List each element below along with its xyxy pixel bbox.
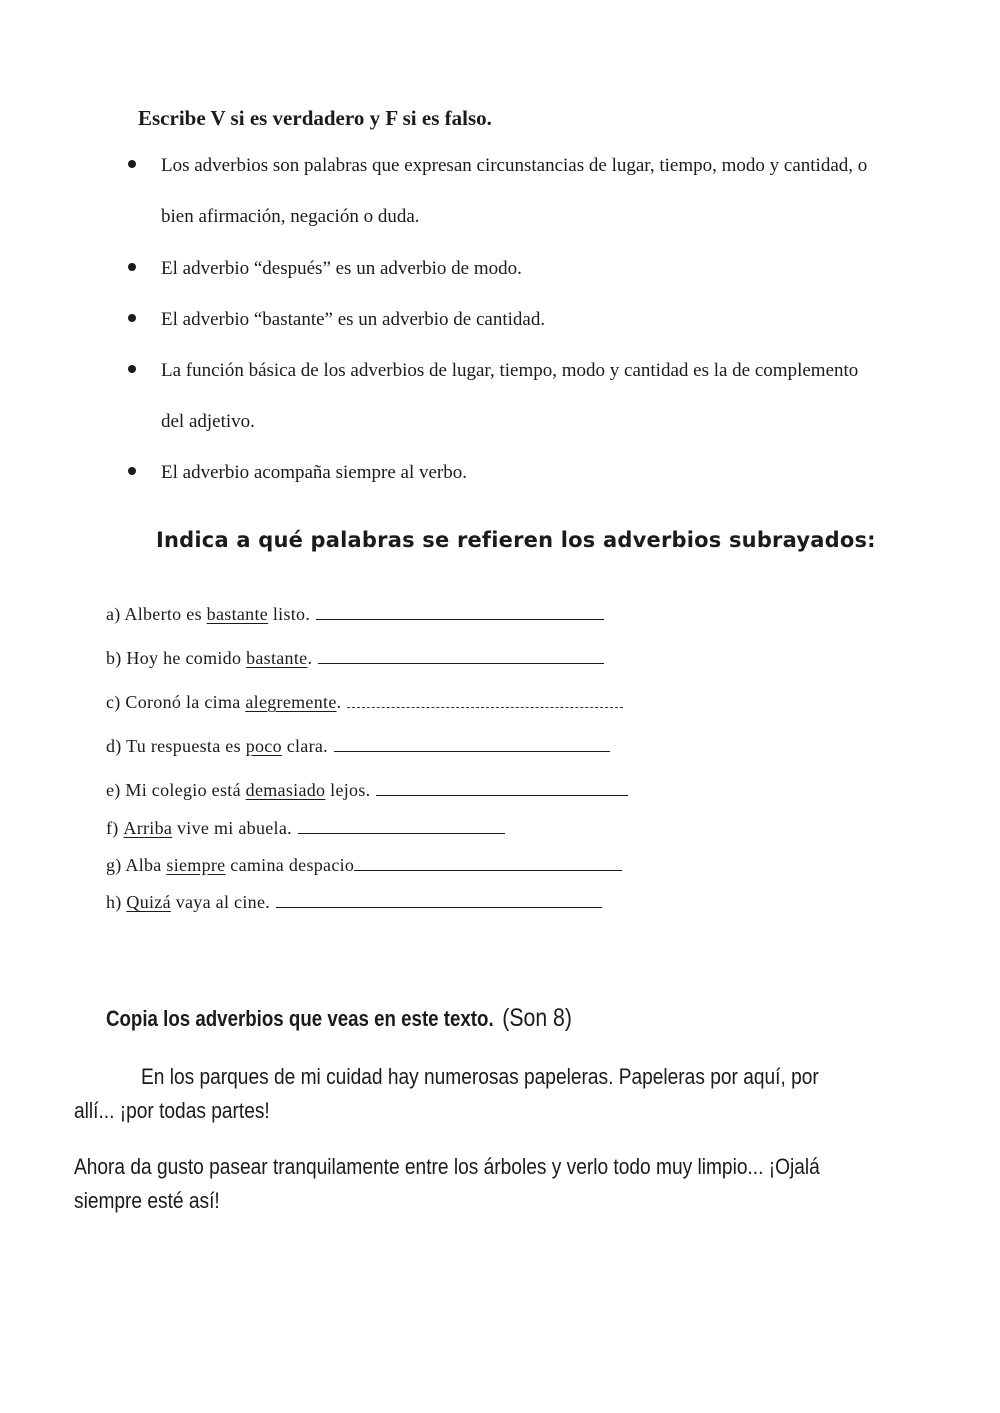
- statement-text: Los adverbios son palabras que expresan circunstancias de lugar, tiempo, modo y cantidad, o bien afirmación, negación o duda.: [161, 155, 868, 227]
- text-paragraph-2: [74, 1150, 857, 1218]
- true-false-item: [128, 243, 888, 294]
- underlined-adverb: Arriba: [123, 818, 173, 838]
- answer-blank[interactable]: [376, 794, 628, 796]
- exercise-line: [106, 818, 505, 839]
- answer-blank[interactable]: [318, 662, 604, 664]
- exercise-suffix: vive mi abuela.: [172, 818, 292, 838]
- underlined-adverb: siempre: [166, 855, 226, 875]
- true-false-item: [128, 447, 888, 498]
- true-false-item: [128, 345, 863, 447]
- answer-blank[interactable]: [334, 750, 610, 752]
- adverb-count-note: (Son 8): [502, 1004, 572, 1032]
- section-1-title: Escribe V si es verdadero y F si es falso.: [138, 106, 492, 130]
- underlined-adverb: poco: [245, 736, 282, 756]
- bullet-icon: [128, 263, 136, 271]
- exercise-suffix: .: [336, 692, 342, 712]
- text-paragraph-1: [74, 1060, 857, 1128]
- bullet-icon: [128, 365, 136, 373]
- exercise-line: [106, 780, 628, 801]
- answer-blank[interactable]: [298, 832, 505, 834]
- exercise-suffix: camina despacio: [225, 855, 355, 875]
- exercise-line: [106, 855, 622, 876]
- exercise-line: [106, 892, 602, 913]
- exercise-line: [106, 736, 610, 757]
- underlined-adverb: bastante: [206, 604, 269, 624]
- true-false-item: [128, 140, 888, 242]
- underlined-adverb: demasiado: [245, 780, 326, 800]
- exercise-prefix: d) Tu respuesta es: [106, 736, 246, 756]
- exercise-suffix: listo.: [268, 604, 311, 624]
- exercise-prefix: e) Mi colegio está: [106, 780, 246, 800]
- true-false-item: [128, 294, 888, 345]
- statement-text: El adverbio “bastante” es un adverbio de cantidad.: [161, 309, 546, 330]
- exercise-suffix: vaya al cine.: [170, 892, 271, 912]
- exercise-line: [106, 648, 604, 669]
- bullet-icon: [128, 160, 136, 168]
- statement-text: La función básica de los adverbios de lugar, tiempo, modo y cantidad es la de complemento del adjetivo.: [161, 360, 859, 432]
- underlined-adverb: Quizá: [126, 892, 171, 912]
- exercise-suffix: clara.: [281, 736, 328, 756]
- exercise-prefix: a) Alberto es: [106, 604, 207, 624]
- paragraph-1-text: En los parques de mi cuidad hay numerosas papeleras. Papeleras por aquí, por allí... ¡por todas partes!: [74, 1064, 819, 1123]
- exercise-prefix: c) Coronó la cima: [106, 692, 246, 712]
- underlined-adverb: alegremente: [245, 692, 337, 712]
- answer-blank[interactable]: [347, 706, 623, 708]
- statement-text: El adverbio acompaña siempre al verbo.: [161, 462, 467, 483]
- exercise-suffix: lejos.: [325, 780, 371, 800]
- exercise-prefix: f): [106, 818, 124, 838]
- underlined-adverb: bastante: [246, 648, 308, 668]
- exercise-prefix: h): [106, 892, 127, 912]
- exercise-line: [106, 692, 623, 713]
- answer-blank[interactable]: [354, 869, 622, 871]
- exercise-prefix: b) Hoy he comido: [106, 648, 247, 668]
- exercise-line: [106, 604, 604, 625]
- exercise-suffix: .: [307, 648, 313, 668]
- section-2-title: Indica a qué palabras se refieren los adverbios subrayados:: [156, 528, 876, 552]
- section-3-title-text: Copia los adverbios que veas en este texto.: [106, 1006, 494, 1031]
- bullet-icon: [128, 467, 136, 475]
- section-3-title: [106, 1004, 572, 1033]
- statement-text: El adverbio “después” es un adverbio de modo.: [161, 258, 522, 279]
- answer-blank[interactable]: [276, 906, 602, 908]
- paragraph-2-text: Ahora da gusto pasear tranquilamente entre los árboles y verlo todo muy limpio... ¡Ojalá siempre esté así!: [74, 1154, 820, 1213]
- bullet-icon: [128, 314, 136, 322]
- exercise-prefix: g) Alba: [106, 855, 167, 875]
- answer-blank[interactable]: [316, 618, 604, 620]
